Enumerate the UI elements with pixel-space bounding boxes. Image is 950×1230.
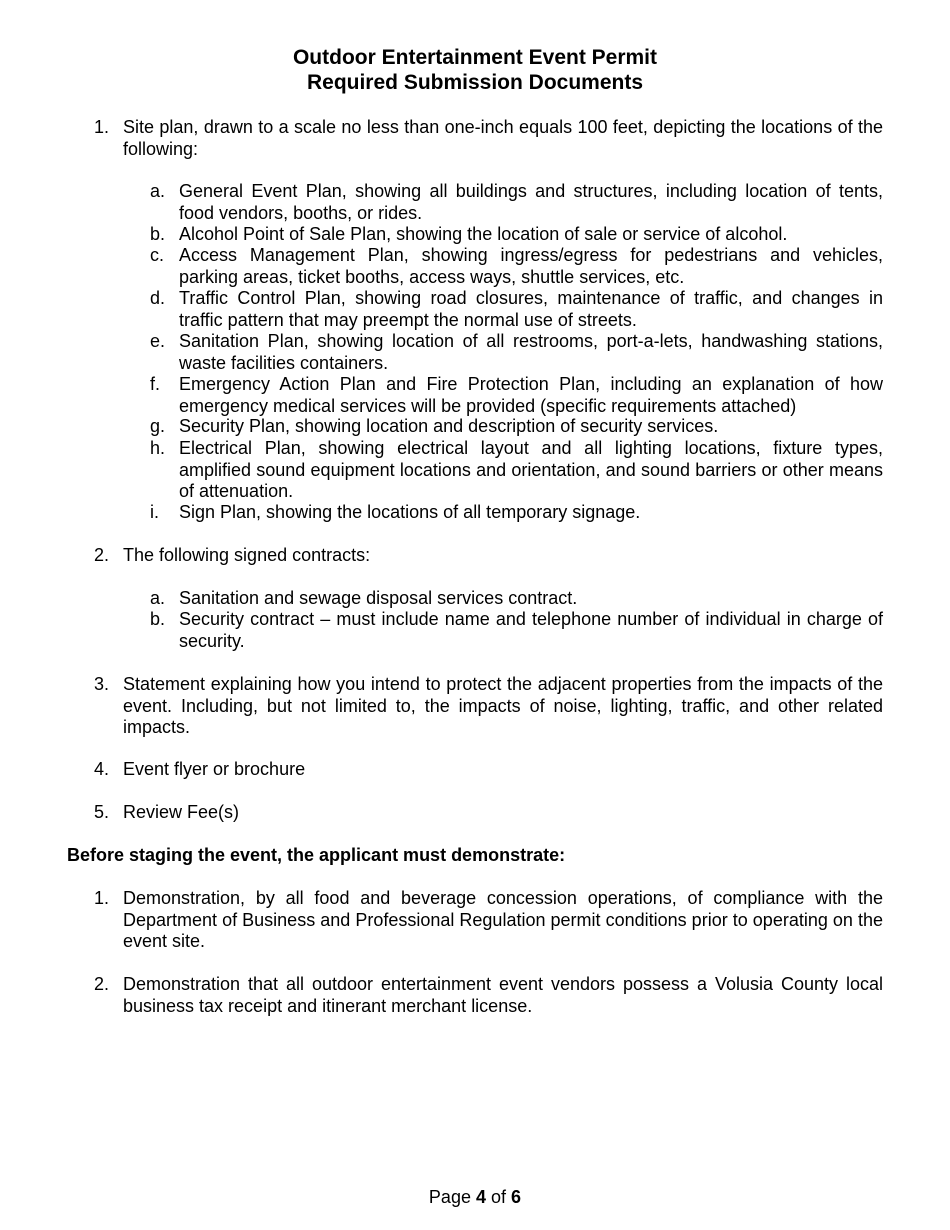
sub-item-letter: b. (150, 224, 166, 244)
list-item-text: The following signed contracts: (123, 545, 371, 565)
footer-page-label: Page (428, 1187, 471, 1207)
document-title: Outdoor Entertainment Event Permit (292, 46, 658, 69)
list-item-text: Demonstration, by all food and beverage concession operations, of compliance with the Department of Business and Professional Regulation permit conditions prior to operating on the event site. (123, 888, 883, 951)
sub-item-text: Emergency Action Plan and Fire Protection Plan, including an explanation of how emergency medical services will be provided (specific requirements attached) (179, 374, 883, 416)
sub-item-letter: a. (150, 181, 166, 201)
list-item-number: 1. (94, 117, 110, 137)
sub-item-letter: h. (150, 438, 166, 458)
sub-item-letter: f. (150, 374, 161, 394)
sub-item-letter: i. (150, 502, 159, 522)
sub-item-letter: e. (150, 331, 166, 351)
sub-item-letter: d. (150, 288, 166, 308)
sub-item-text: Security Plan, showing location and description of security services. (179, 416, 719, 436)
footer-total-pages: 6 (511, 1187, 522, 1207)
list-item-text: Demonstration that all outdoor entertainment event vendors possess a Volusia County local business tax receipt and itinerant merchant license. (123, 974, 883, 1016)
footer-current-page: 4 (475, 1187, 486, 1207)
sub-item-letter: c. (150, 245, 165, 265)
sub-item-text: General Event Plan, showing all buildings and structures, including location of tents, food vendors, booths, or rides. (179, 181, 883, 223)
sub-item-text: Sanitation and sewage disposal services contract. (179, 588, 578, 608)
sub-item-text: Traffic Control Plan, showing road closures, maintenance of traffic, and changes in traffic pattern that may preempt the normal use of streets. (179, 288, 883, 330)
sub-item-text: Access Management Plan, showing ingress/egress for pedestrians and vehicles, parking areas, ticket booths, access ways, shuttle services, etc. (179, 245, 883, 287)
list-item-text: Site plan, drawn to a scale no less than one-inch equals 100 feet, depicting the locations of the following: (123, 117, 883, 159)
sub-item-text: Alcohol Point of Sale Plan, showing the location of sale or service of alcohol. (179, 224, 788, 244)
sub-item-letter: a. (150, 588, 166, 608)
sub-item-letter: g. (150, 416, 166, 436)
page-footer (0, 1187, 950, 1208)
sub-item-text: Security contract – must include name and telephone number of individual in charge of security. (179, 609, 883, 651)
document-subtitle: Required Submission Documents (306, 71, 644, 94)
sub-item-text: Sign Plan, showing the locations of all temporary signage. (179, 502, 641, 522)
list-item-text: Statement explaining how you intend to protect the adjacent properties from the impacts of the event. Including, but not limited to, the impacts of noise, lighting, traffic, and other related impacts. (123, 674, 883, 737)
list-item-text: Review Fee(s) (123, 802, 240, 822)
sub-item-text: Sanitation Plan, showing location of all restrooms, port-a-lets, handwashing stations, waste facilities containers. (179, 331, 883, 373)
list-item-number: 2. (94, 545, 110, 565)
footer-of-label: of (491, 1187, 507, 1207)
list-item-number: 2. (94, 974, 110, 994)
list-item-number: 5. (94, 802, 110, 822)
list-item-number: 4. (94, 759, 110, 779)
sub-item-text: Electrical Plan, showing electrical layout and all lighting locations, fixture types, amplified sound equipment locations and orientation, and sound barriers or other means of attenuation. (179, 438, 883, 501)
sub-item-letter: b. (150, 609, 166, 629)
list-item-number: 1. (94, 888, 110, 908)
list-item-text: Event flyer or brochure (123, 759, 306, 779)
section-heading: Before staging the event, the applicant must demonstrate: (67, 845, 566, 865)
list-item-number: 3. (94, 674, 110, 694)
